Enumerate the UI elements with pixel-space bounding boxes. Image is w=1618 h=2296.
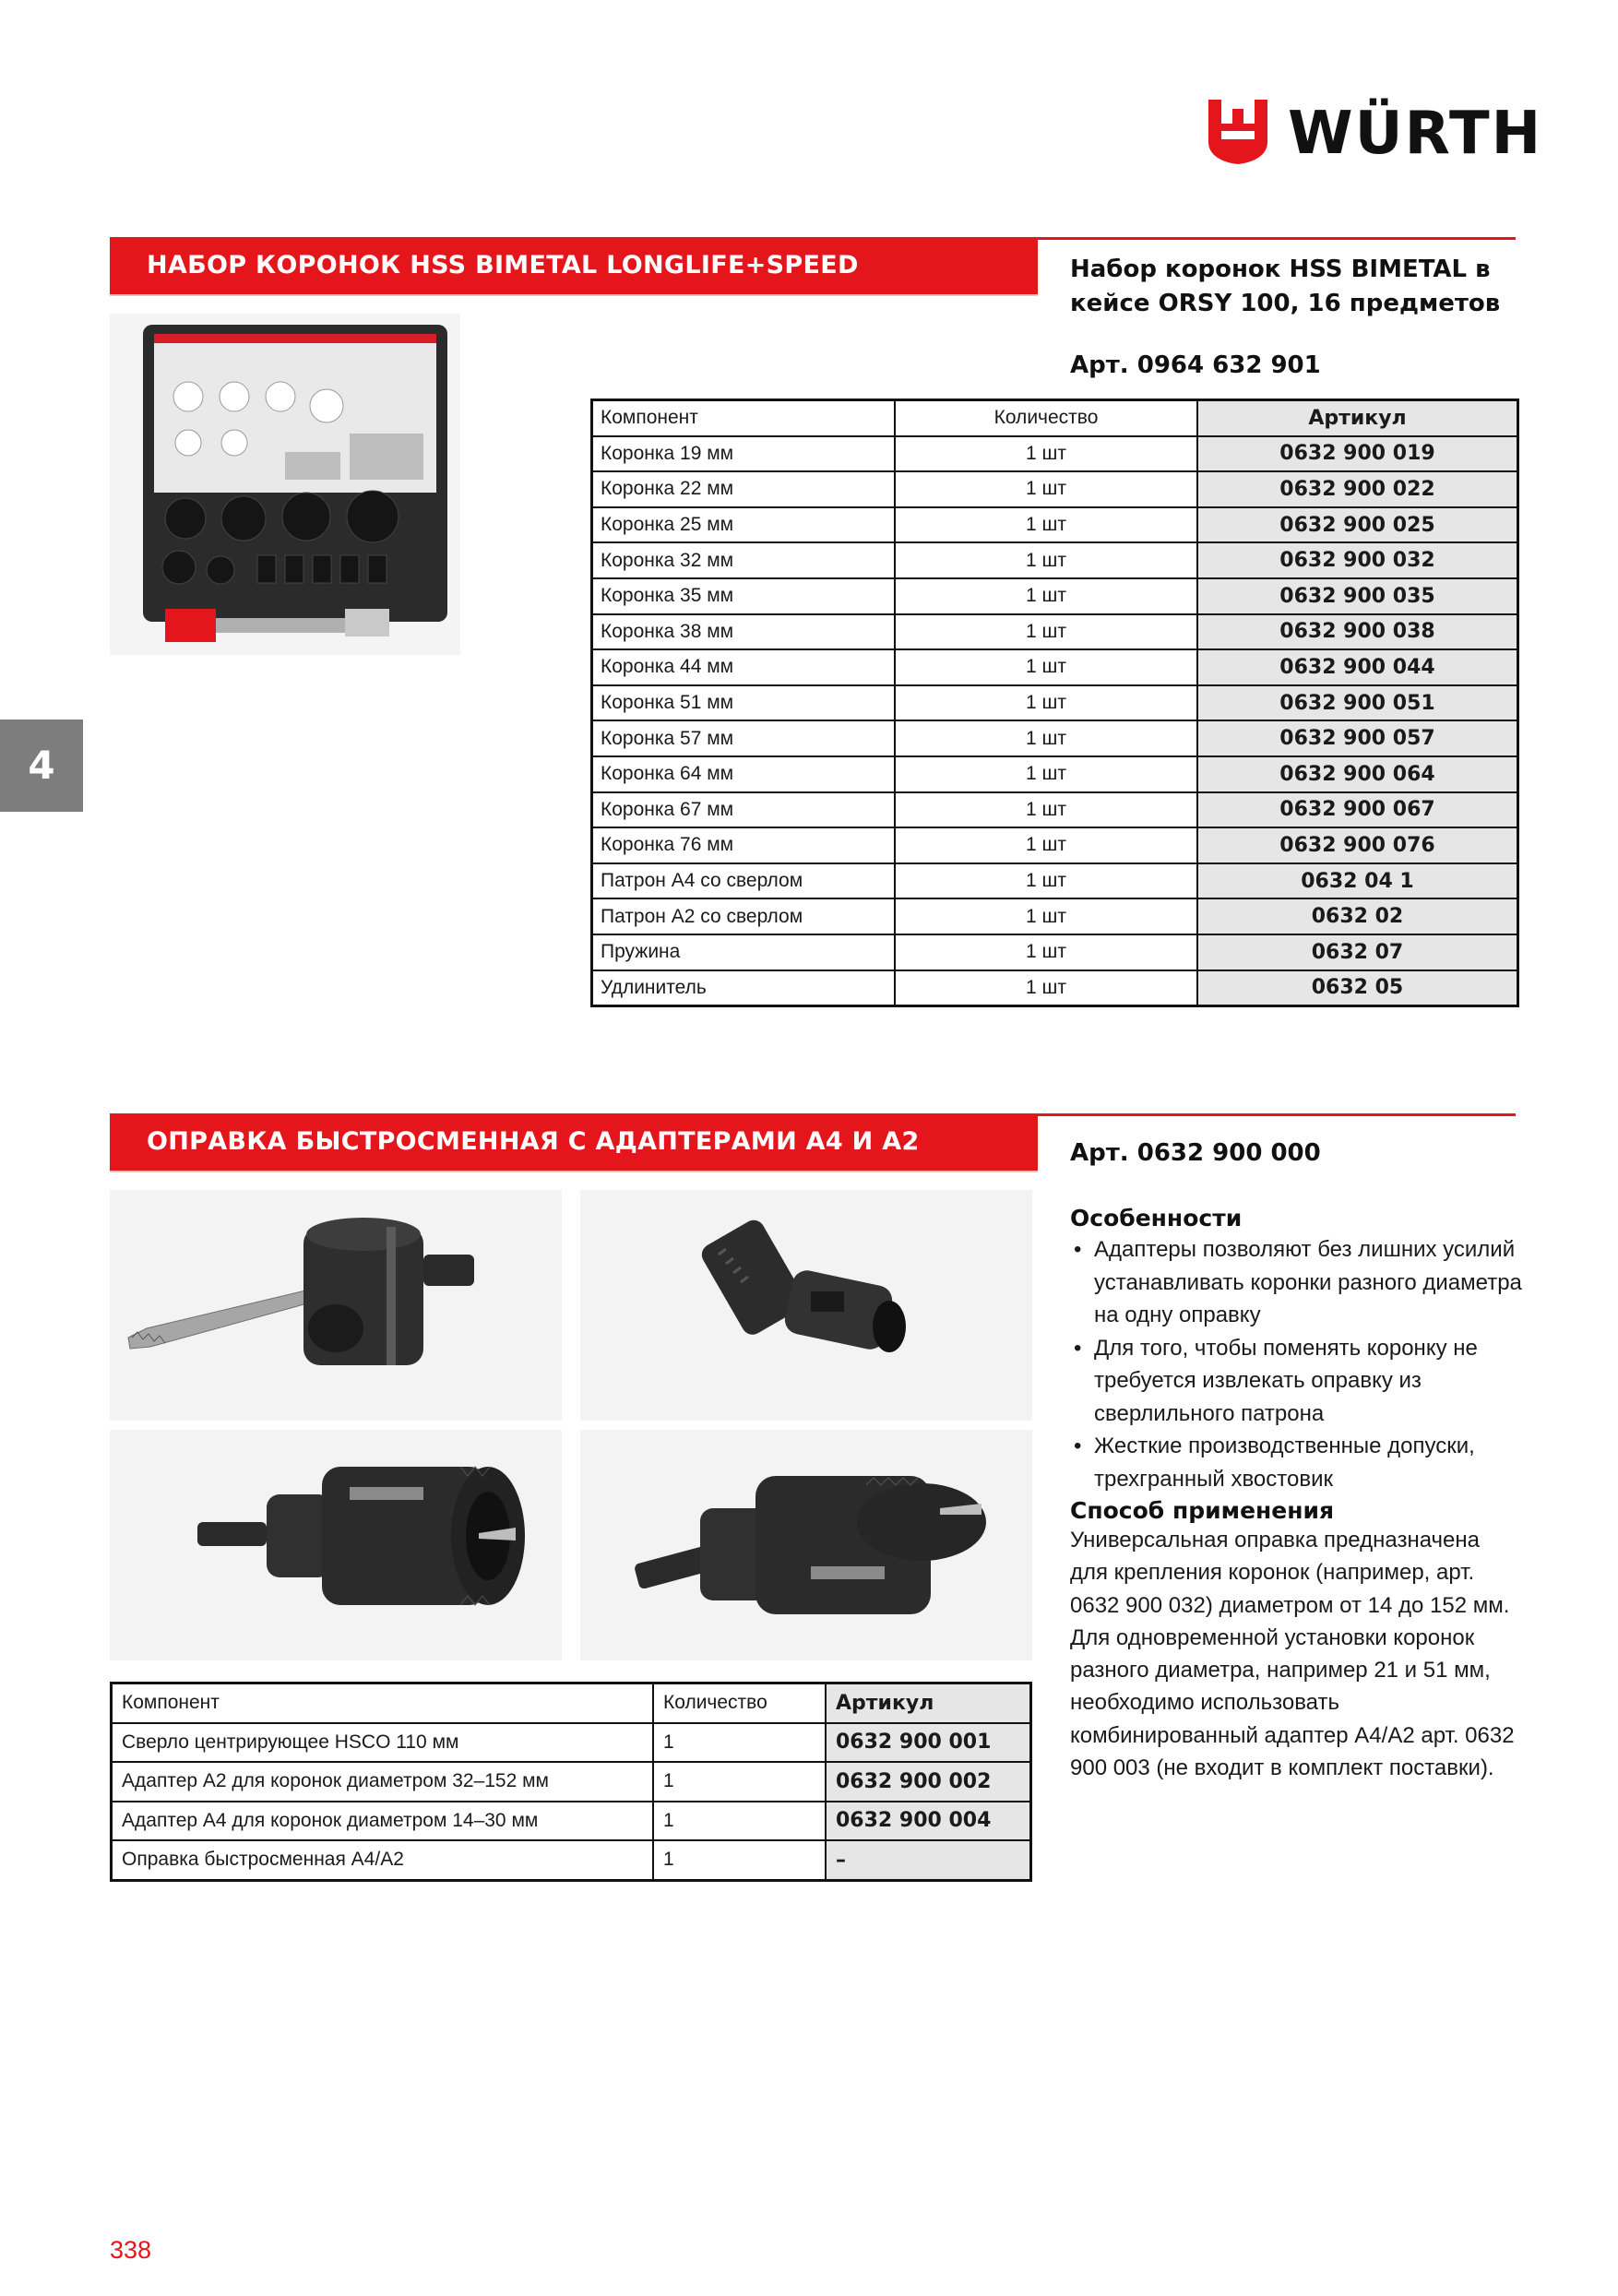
- features-title: Особенности: [1070, 1205, 1243, 1231]
- article-cell: 0632 900 004: [826, 1802, 1031, 1841]
- article-cell: 0632 900 076: [1197, 827, 1518, 863]
- section2-header-underline: [110, 1171, 1038, 1172]
- article-cell: 0632 900 019: [1197, 436, 1518, 472]
- section2-description: [1070, 1205, 1522, 1784]
- article-cell: 0632 900 057: [1197, 720, 1518, 756]
- component-cell: Патрон А4 со сверлом: [592, 863, 896, 899]
- table-row: [592, 970, 1518, 1006]
- header-article: Артикул: [1197, 400, 1518, 436]
- table-row: [592, 578, 1518, 614]
- table-header-row: [112, 1683, 1031, 1723]
- component-cell: Коронка 32 мм: [592, 542, 896, 578]
- component-cell: Патрон А2 со сверлом: [592, 898, 896, 934]
- section2-components-table: [110, 1682, 1032, 1882]
- table-row: [112, 1762, 1031, 1802]
- quantity-cell: 1 шт: [895, 898, 1197, 934]
- arbor-with-hole-saw-right-image: [580, 1430, 1032, 1660]
- component-cell: Коронка 38 мм: [592, 614, 896, 650]
- article-cell: 0632 900 064: [1197, 756, 1518, 792]
- section2-header: ОПРАВКА БЫСТРОСМЕННАЯ С АДАПТЕРАМИ А4 И А2: [110, 1113, 1038, 1171]
- article-cell: 0632 900 051: [1197, 685, 1518, 721]
- component-cell: Коронка 44 мм: [592, 649, 896, 685]
- component-cell: Коронка 22 мм: [592, 471, 896, 507]
- section2-art: Арт. 0632 900 000: [1070, 1139, 1321, 1167]
- quantity-cell: 1: [653, 1802, 826, 1841]
- list-item: • Жесткие производственные допуски, трехгранный хвостовик: [1070, 1430, 1522, 1495]
- table-row: [592, 471, 1518, 507]
- quantity-cell: 1 шт: [895, 685, 1197, 721]
- quantity-cell: 1 шт: [895, 614, 1197, 650]
- table-row: [592, 720, 1518, 756]
- article-cell: 0632 900 022: [1197, 471, 1518, 507]
- usage-paragraph: Универсальная оправка предназначена для крепления коронок (например, арт. 0632 900 032) диаметром от 14 до 152 мм.: [1070, 1528, 1510, 1618]
- quantity-cell: 1 шт: [895, 792, 1197, 828]
- quantity-cell: 1 шт: [895, 720, 1197, 756]
- table-row: [592, 436, 1518, 472]
- component-cell: Коронка 67 мм: [592, 792, 896, 828]
- table-header-row: [592, 400, 1518, 436]
- quantity-cell: 1 шт: [895, 934, 1197, 970]
- table-row: [592, 898, 1518, 934]
- component-cell: Коронка 51 мм: [592, 685, 896, 721]
- component-cell: Оправка быстросменная А4/А2: [112, 1840, 654, 1880]
- table-row: [112, 1723, 1031, 1763]
- article-cell: 0632 05: [1197, 970, 1518, 1006]
- quantity-cell: 1 шт: [895, 649, 1197, 685]
- component-cell: Удлинитель: [592, 970, 896, 1006]
- usage-title: Способ применения: [1070, 1497, 1335, 1524]
- arbor-images: [110, 1190, 1032, 1660]
- article-cell: 0632 900 032: [1197, 542, 1518, 578]
- wurth-logo-mark-icon: [1208, 100, 1267, 164]
- quantity-cell: 1 шт: [895, 756, 1197, 792]
- table-row: [592, 542, 1518, 578]
- article-cell: 0632 900 044: [1197, 649, 1518, 685]
- component-cell: Коронка 64 мм: [592, 756, 896, 792]
- quantity-cell: 1 шт: [895, 542, 1197, 578]
- arbor-with-hole-saw-left-image: [110, 1430, 562, 1660]
- component-cell: Коронка 25 мм: [592, 507, 896, 543]
- wurth-logo: [1208, 98, 1543, 170]
- section1-components-table: [590, 399, 1519, 1007]
- quantity-cell: 1 шт: [895, 471, 1197, 507]
- table-row: [592, 792, 1518, 828]
- quantity-cell: 1 шт: [895, 507, 1197, 543]
- quantity-cell: 1 шт: [895, 436, 1197, 472]
- component-cell: Коронка 19 мм: [592, 436, 896, 472]
- article-cell: 0632 02: [1197, 898, 1518, 934]
- table-row: [592, 507, 1518, 543]
- header-component: Компонент: [112, 1683, 654, 1723]
- table-row: [592, 756, 1518, 792]
- header-article: Артикул: [826, 1683, 1031, 1723]
- section1-header-underline: [110, 294, 1038, 296]
- article-cell: 0632 900 025: [1197, 507, 1518, 543]
- arbor-with-drill-image: [110, 1190, 562, 1421]
- list-item: • Адаптеры позволяют без лишних усилий устанавливать коронки разного диаметра на одну оправку: [1070, 1233, 1522, 1332]
- section1-art: Арт. 0964 632 901: [1070, 351, 1321, 379]
- component-cell: Адаптер А4 для коронок диаметром 14–30 мм: [112, 1802, 654, 1841]
- header-quantity: Количество: [895, 400, 1197, 436]
- article-cell: 0632 900 001: [826, 1723, 1031, 1763]
- quantity-cell: 1 шт: [895, 970, 1197, 1006]
- section1-header: НАБОР КОРОНОК HSS BIMETAL LONGLIFE+SPEED: [110, 237, 1038, 294]
- header-quantity: Количество: [653, 1683, 826, 1723]
- quantity-cell: 1 шт: [895, 827, 1197, 863]
- table-row: [592, 614, 1518, 650]
- list-item: • Для того, чтобы поменять коронку не требуется извлекать оправку из сверлильного патрона: [1070, 1332, 1522, 1431]
- table-row: [592, 934, 1518, 970]
- table-row: [592, 827, 1518, 863]
- article-cell: 0632 900 038: [1197, 614, 1518, 650]
- wurth-logo-wordmark: WÜRTH: [1288, 100, 1543, 168]
- article-cell: –: [826, 1840, 1031, 1880]
- table-row: [592, 685, 1518, 721]
- quantity-cell: 1: [653, 1723, 826, 1763]
- component-cell: Адаптер А2 для коронок диаметром 32–152 мм: [112, 1762, 654, 1802]
- section1-header-line: [1038, 237, 1516, 240]
- section2-header-line: [1038, 1113, 1516, 1116]
- usage-paragraph: Для одновременной установки коронок разного диаметра, например 21 и 51 мм, необходимо использовать комбинированный адаптер А4/А2 арт. 0632 900 003 (не входит в комплект поставки).: [1070, 1624, 1515, 1781]
- quantity-cell: 1 шт: [895, 578, 1197, 614]
- section1-title: Набор коронок HSS BIMETAL в кейсе ORSY 100, 16 предметов: [1070, 256, 1501, 317]
- component-cell: Коронка 57 мм: [592, 720, 896, 756]
- component-cell: Сверло центрирующее HSCO 110 мм: [112, 1723, 654, 1763]
- article-cell: 0632 07: [1197, 934, 1518, 970]
- adapter-image: [580, 1190, 1032, 1421]
- page-number: 338: [110, 2236, 152, 2264]
- table-row: [112, 1840, 1031, 1880]
- quantity-cell: 1 шт: [895, 863, 1197, 899]
- quantity-cell: 1: [653, 1840, 826, 1880]
- table-row: [112, 1802, 1031, 1841]
- component-cell: Пружина: [592, 934, 896, 970]
- quantity-cell: 1: [653, 1762, 826, 1802]
- component-cell: Коронка 76 мм: [592, 827, 896, 863]
- article-cell: 0632 900 002: [826, 1762, 1031, 1802]
- article-cell: 0632 04 1: [1197, 863, 1518, 899]
- article-cell: 0632 900 067: [1197, 792, 1518, 828]
- article-cell: 0632 900 035: [1197, 578, 1518, 614]
- table-row: [592, 863, 1518, 899]
- component-cell: Коронка 35 мм: [592, 578, 896, 614]
- features-list: [1070, 1233, 1522, 1495]
- orsy-case-image: [110, 314, 460, 655]
- header-component: Компонент: [592, 400, 896, 436]
- chapter-tab: 4: [0, 720, 83, 812]
- table-row: [592, 649, 1518, 685]
